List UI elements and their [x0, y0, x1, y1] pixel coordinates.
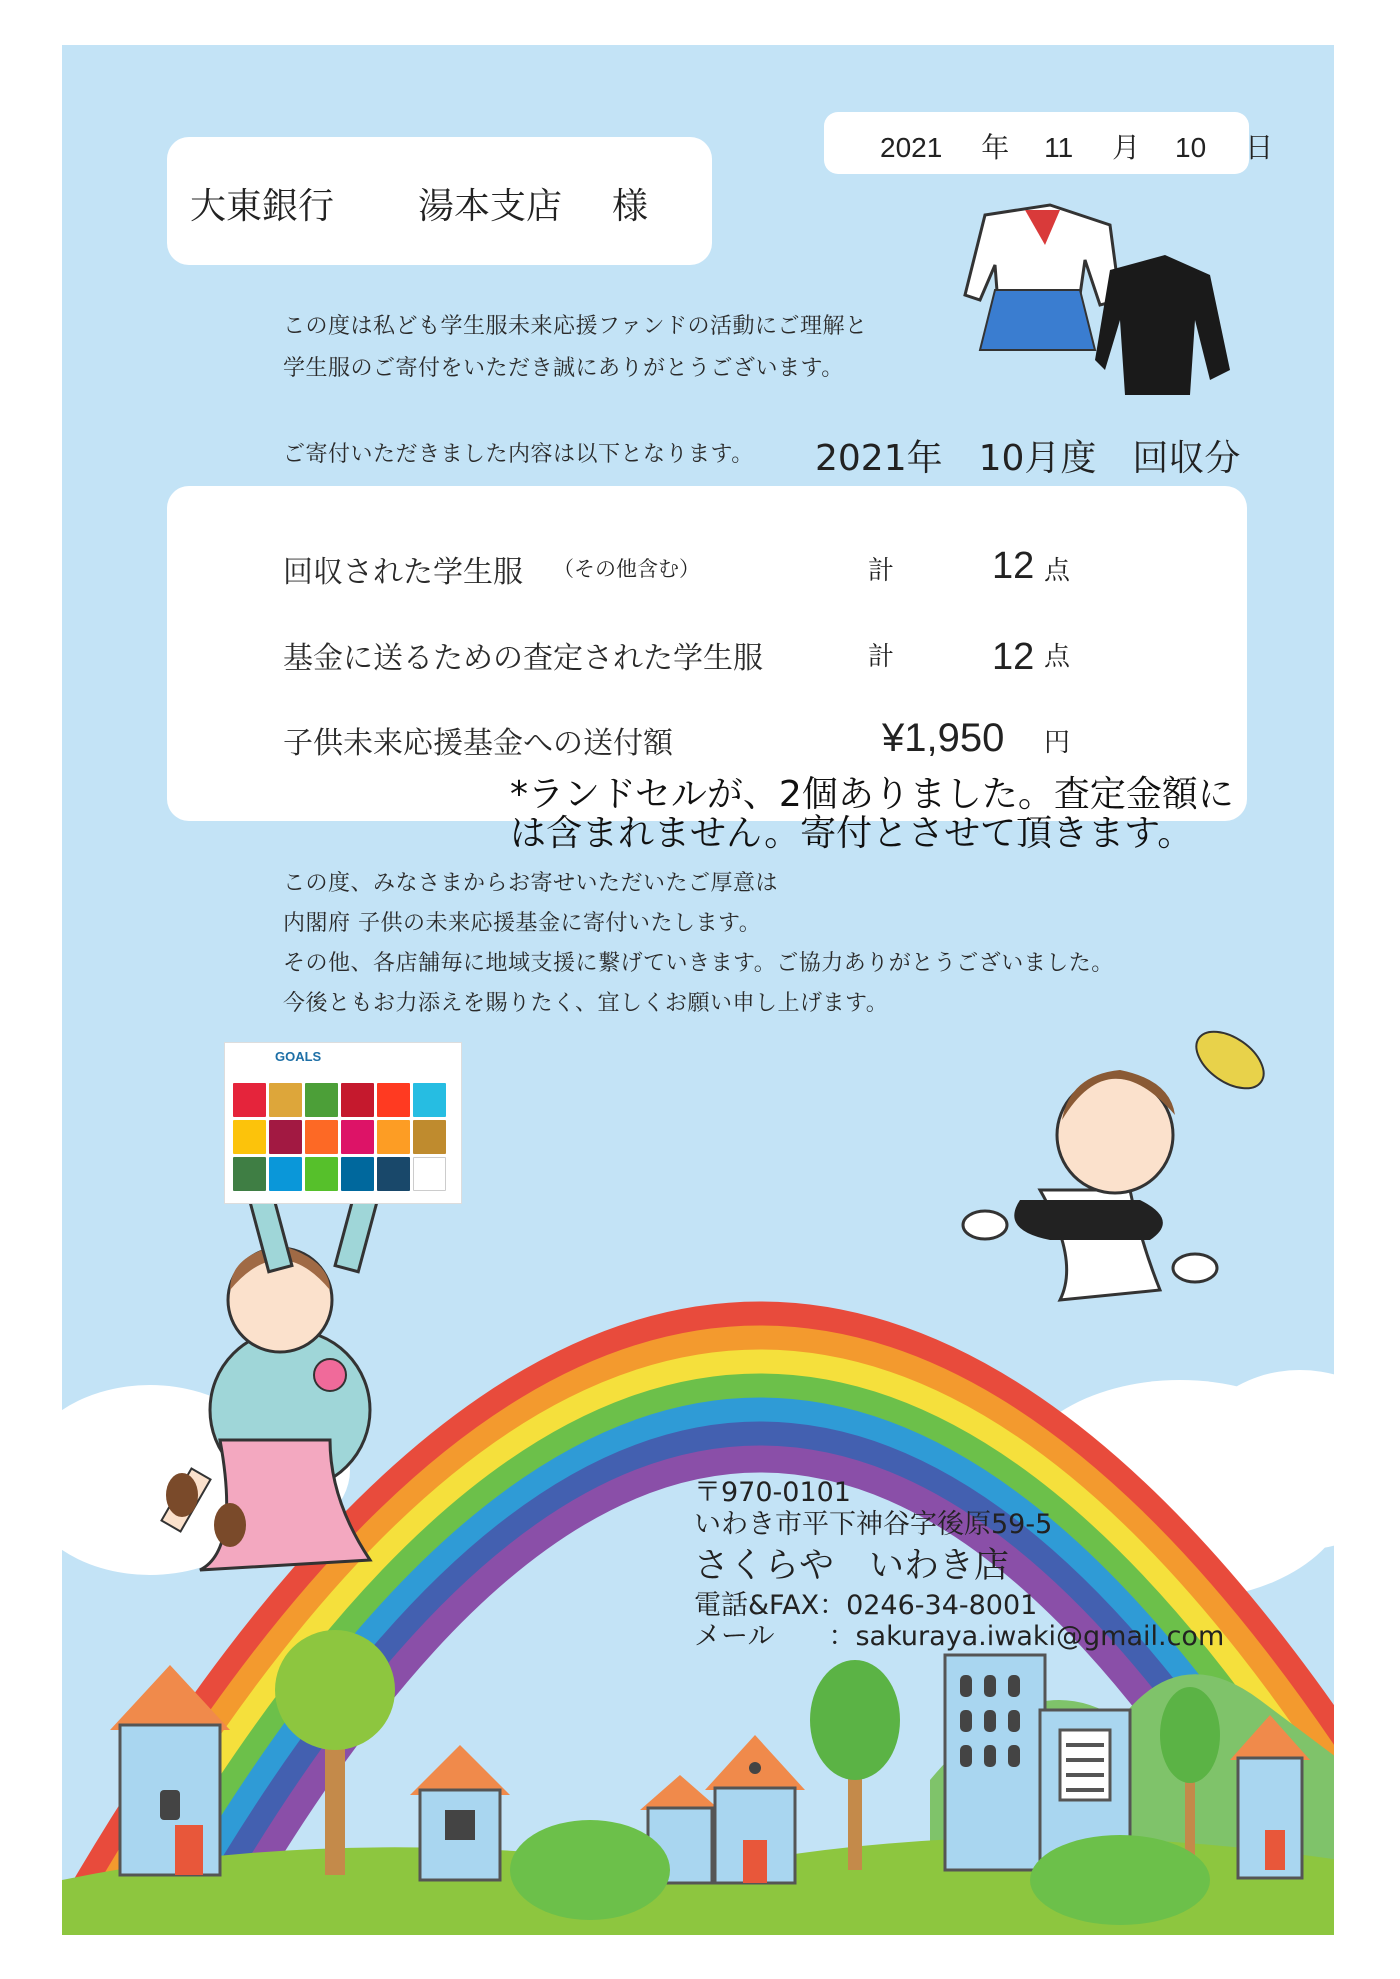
date-month: 11 [1044, 132, 1074, 163]
contact-postal: 〒970-0101 [694, 1477, 851, 1508]
period-label: 2021年 10月度 回収分 [815, 438, 1241, 479]
recipient-branch: 湯本支店 [418, 186, 563, 227]
sdg-goal-6-icon [413, 1083, 446, 1117]
sdg-goal-15-icon [305, 1157, 338, 1191]
sdg-goal-17-icon [377, 1157, 410, 1191]
intro-line-1: この度は私ども学生服未来応援ファンドの活動にご理解と [283, 314, 868, 339]
closing-line-4: 今後ともお力添えを賜りたく、宜しくお願い申し上げます。 [283, 991, 889, 1016]
contact-phone: 電話&FAX：0246-34-8001 [694, 1590, 1038, 1621]
summary-row-2-kei: 計 [868, 642, 895, 672]
summary-remark-line-1: *ランドセルが、2個ありました。査定金額に [510, 774, 1234, 815]
sdg-goal-11-icon [377, 1120, 410, 1154]
summary-row-1-kei: 計 [868, 556, 895, 586]
sdg-goal-16-icon [341, 1157, 374, 1191]
summary-row-1-unit: 点 [1044, 556, 1071, 586]
sdg-goal-3-icon [305, 1083, 338, 1117]
boy-illustration [963, 1020, 1274, 1300]
summary-row-2-unit: 点 [1044, 642, 1071, 672]
summary-row-3-unit: 円 [1044, 728, 1071, 758]
date-day-unit: 日 [1245, 131, 1274, 164]
sdg-goal-2-icon [269, 1083, 302, 1117]
summary-row-3-value: ¥1,950 [882, 716, 1005, 760]
sdg-goal-12-icon [413, 1120, 446, 1154]
sdg-goal-9-icon [305, 1120, 338, 1154]
sdg-goal-7-icon [233, 1120, 266, 1154]
sdg-logo-icon [413, 1157, 446, 1191]
recipient-bank: 大東銀行 [190, 186, 335, 227]
closing-line-3: その他、各店舗毎に地域支援に繋げていきます。ご協力ありがとうございました。 [283, 951, 1114, 976]
date-year-unit: 年 [981, 131, 1010, 164]
uniform-illustration [965, 205, 1230, 395]
house-center [410, 1745, 510, 1880]
sdg-goal-1-icon [233, 1083, 266, 1117]
date-year: 2021 [880, 132, 943, 163]
summary-row-1-note: （その他含む） [553, 557, 700, 581]
summary-row-1-value: 12 [992, 545, 1035, 587]
recipient-honorific: 様 [612, 186, 649, 227]
summary-row-2-value: 12 [992, 636, 1035, 678]
summary-row-1-label: 回収された学生服 [283, 555, 523, 590]
sdg-goal-5-icon [377, 1083, 410, 1117]
date-month-unit: 月 [1112, 131, 1141, 164]
intro-line-2: 学生服のご寄付をいただき誠にありがとうございます。 [283, 356, 844, 381]
sdg-goals-badge [224, 1042, 462, 1204]
date-day: 10 [1175, 132, 1207, 163]
date [880, 126, 1273, 166]
sdg-goal-4-icon [341, 1083, 374, 1117]
summary-remark-line-2: は含まれません。寄付とさせて頂きます。 [510, 813, 1194, 854]
sdg-goal-10-icon [341, 1120, 374, 1154]
contact-store: さくらや いわき店 [694, 1546, 1010, 1586]
sdg-title: GOALS [275, 1049, 322, 1064]
sdg-goal-13-icon [233, 1157, 266, 1191]
sdg-goal-14-icon [269, 1157, 302, 1191]
summary-row-3-label: 子供未来応援基金への送付額 [283, 726, 673, 761]
contact-address: いわき市平下神谷字後原59-5 [694, 1509, 1053, 1540]
sdg-goal-8-icon [269, 1120, 302, 1154]
building-tall [945, 1655, 1045, 1870]
closing-line-1: この度、みなさまからお寄せいただいたご厚意は [283, 871, 779, 896]
intro-line-3: ご寄付いただきました内容は以下となります。 [283, 442, 754, 467]
closing-line-2: 内閣府 子供の未来応援基金に寄付いたします。 [283, 911, 762, 936]
summary-row-2-label: 基金に送るための査定された学生服 [283, 641, 763, 676]
sdg-icon-grid [233, 1083, 446, 1191]
contact-mail: メール ：sakuraya.iwaki@gmail.com [694, 1621, 1225, 1652]
